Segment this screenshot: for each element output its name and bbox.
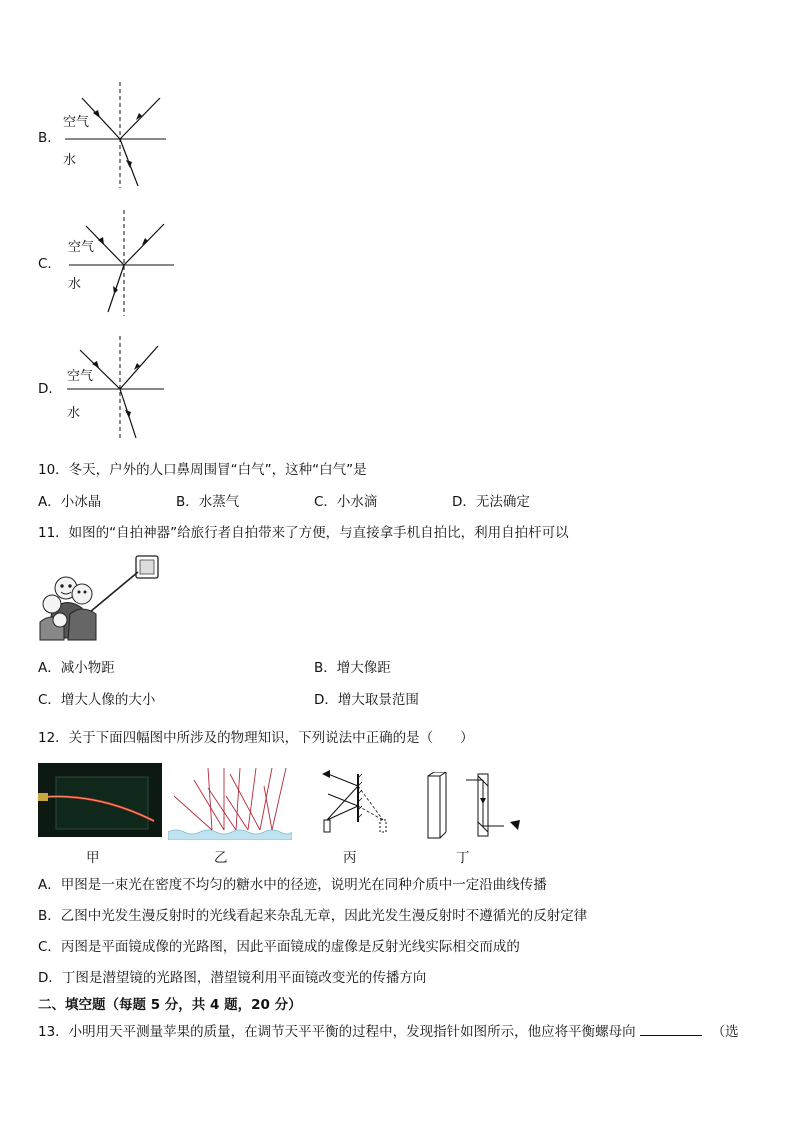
refraction-diagram-b [60,80,180,192]
question-12-stem: 12．关于下面四幅图中所涉及的物理知识，下列说法中正确的是（ ） [38,730,474,746]
question-13-stem: 13．小明用天平测量苹果的质量，在调节天平平衡的过程中，发现指针如图所示，他应将平衡螺母向 [38,1024,636,1040]
caption-jia: 甲 [86,850,100,866]
q10-option-d[interactable]: D．无法确定 [452,494,530,510]
q11-option-d[interactable]: D．增大取景范围 [314,692,419,708]
selfie-stick [90,572,138,612]
q10-option-b[interactable]: B．水蒸气 [176,494,240,510]
water-label: 水 [67,406,81,421]
question-13 [38,1020,739,1040]
arrow-icon [480,798,486,804]
q10-option-a[interactable]: A．小冰晶 [38,494,102,510]
option-c-label: C. [38,256,52,272]
refraction-diagram-d [64,334,184,444]
phone-icon [136,556,158,578]
refraction-diagram-c [64,208,184,320]
water-label: 水 [63,153,77,168]
option-d-label: D. [38,381,53,397]
air-label: 空气 [68,240,95,255]
air-label: 空气 [63,115,90,130]
figure-yi-diffuse-reflection [168,766,292,840]
candle-image [380,820,386,832]
q11-option-b[interactable]: B．增大像距 [314,660,391,676]
figure-bing-plane-mirror-imaging [318,766,398,840]
section-heading: 二、填空题（每题 5 分，共 4 题，20 分） [38,997,302,1013]
question-11-stem: 11．如图的“自拍神器”给旅行者自拍带来了方便，与直接拿手机自拍比，利用自拍杆可以 [38,525,569,541]
air-label: 空气 [67,369,94,384]
reflected-ray [124,224,164,265]
arrow-icon [98,237,104,245]
q10-option-c[interactable]: C．小水滴 [314,494,378,510]
question-10-stem: 10．冬天，户外的人口鼻周围冒“白气”，这种“白气”是 [38,462,367,478]
eye-icon [510,820,520,830]
periscope-light-path [466,774,504,836]
rough-surface [168,830,292,840]
group-of-people-icon [40,577,96,640]
arrow-icon [113,286,118,294]
caption-bing: 丙 [343,850,357,866]
answer-blank[interactable] [640,1023,702,1036]
arrow-icon [125,410,131,418]
caption-ding: 丁 [456,850,470,866]
reflected-ray [120,98,160,139]
q11-option-c[interactable]: C．增大人像的大小 [38,692,156,708]
periscope-3d-view [428,772,446,838]
q12-option-a[interactable]: A．甲图是一束光在密度不均匀的糖水中的径迹，说明光在同种介质中一定沿曲线传播 [38,877,547,893]
q12-option-c[interactable]: C．丙图是平面镜成像的光路图，因此平面镜成的虚像是反射光线实际相交而成的 [38,939,520,955]
figure-ding-periscope [422,772,532,842]
option-b-label: B. [38,130,52,146]
selfie-stick-illustration [38,552,162,642]
question-13-tail: （选 [711,1024,739,1040]
caption-yi: 乙 [214,850,228,866]
q12-option-b[interactable]: B．乙图中光发生漫反射时的光线看起来杂乱无章，因此光发生漫反射时不遵循光的反射定律 [38,908,588,924]
water-label: 水 [68,277,82,292]
q12-option-d[interactable]: D．丁图是潜望镜的光路图，潜望镜利用平面镜改变光的传播方向 [38,970,427,986]
reflected-ray [120,346,158,389]
candle-object [324,820,330,832]
q11-option-a[interactable]: A．减小物距 [38,660,115,676]
figure-jia-sugar-water-photo [38,763,162,837]
